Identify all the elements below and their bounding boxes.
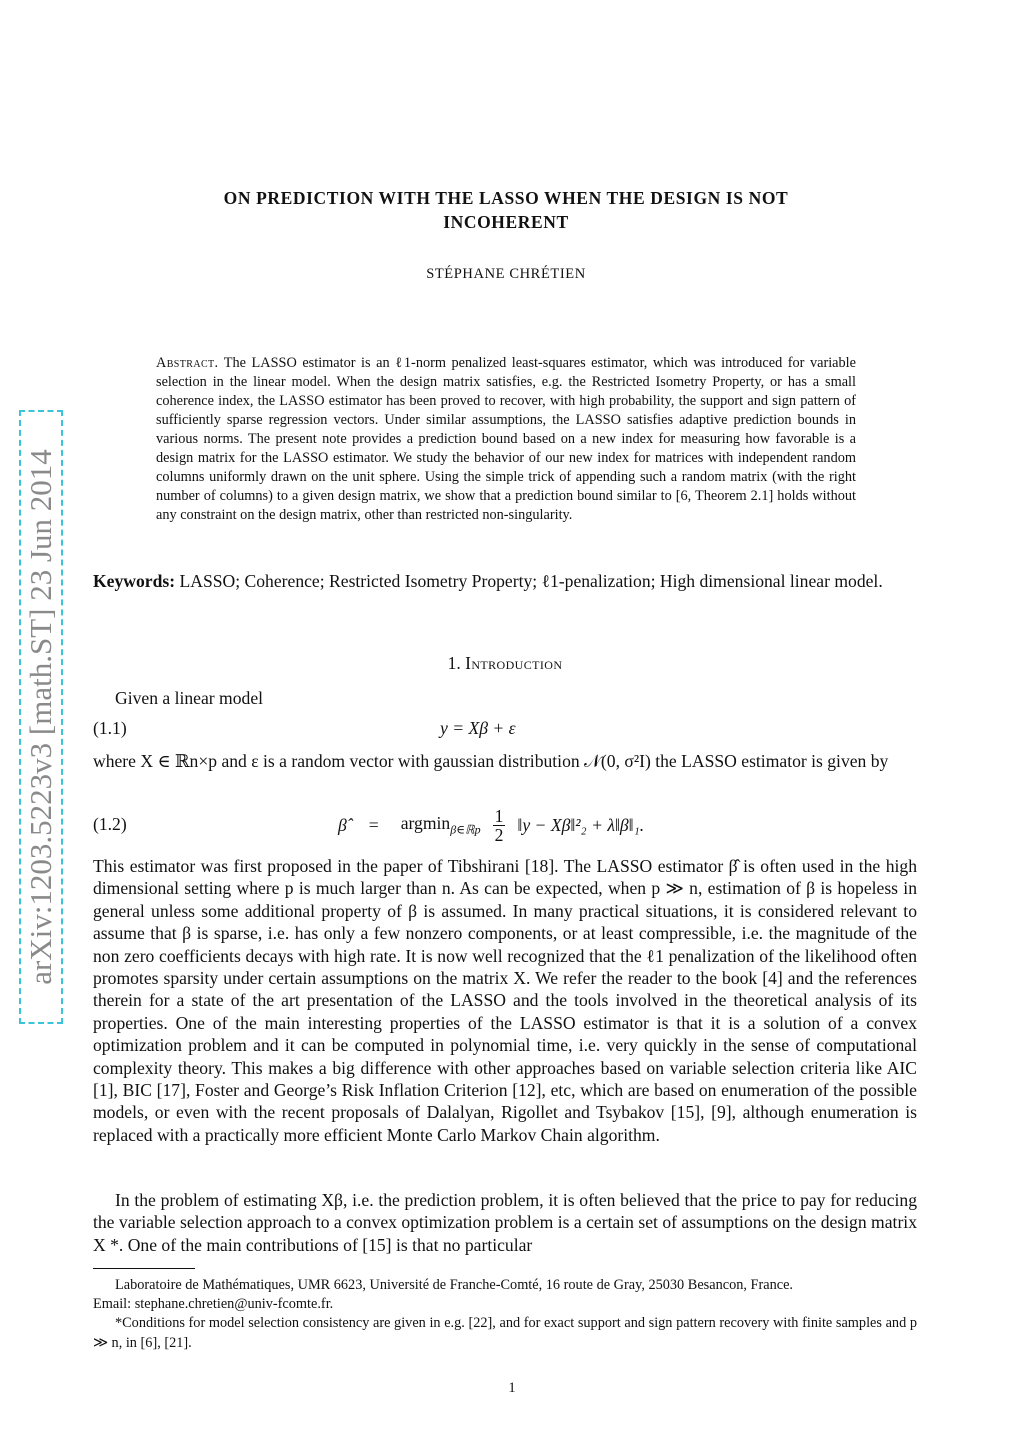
section-title: Introduction [465, 653, 563, 673]
arxiv-stamp-text: arXiv:1203.5223v3 [math.ST] 23 Jun 2014 [23, 449, 58, 985]
footnote-email: Email: stephane.chretien@univ-fcomte.fr. [93, 1296, 334, 1312]
title-line-2: INCOHERENT [443, 212, 569, 232]
keywords-text: LASSO; Coherence; Restricted Isometry Property; ℓ1-penalization; High dimensional linear model. [179, 571, 883, 591]
eq2-argmin-sub: β∈ℝp [450, 822, 481, 837]
keywords-label: Keywords: [93, 571, 176, 591]
keywords [93, 570, 917, 593]
equation-2 [338, 798, 644, 852]
equation-2-number: (1.2) [93, 814, 127, 834]
abstract-label: Abstract. [156, 355, 219, 371]
arxiv-stamp [19, 410, 63, 1024]
eq2-num: 1 [494, 805, 504, 826]
title-line-1: ON PREDICTION WITH THE LASSO WHEN THE DESIGN IS NOT [223, 188, 789, 208]
eq2-rest: ‖y − Xβ‖²₂ + λ‖β‖₁. [517, 814, 645, 835]
where-text: where X ∈ ℝn×p and ε is a random vector with gaussian distribution 𝒩(0, σ²I) the LASSO estimator is given by [93, 751, 889, 771]
eq2-equals: = [368, 814, 379, 835]
paragraph-2: In the problem of estimating Xβ, i.e. the prediction problem, it is often believed that the price to pay for reducing the variable selection approach to a convex optimization problem is a certain set of assumptions on the design matrix X *. One of the main contributions of [15] is that no particular [93, 1190, 917, 1255]
abstract-text: The LASSO estimator is an ℓ1-norm penalized least-squares estimator, which was introduced for variable selection in the linear model. When the design matrix satisfies, e.g. the Restricted Isometry Property, or has a small coherence index, the LASSO estimator has been proved to recover, with high probability, the support and sign pattern of sufficiently sparse regression vectors. Under similar assumptions, the LASSO satisfies adaptive prediction bounds in various norms. The present note provides a prediction bound based on a new index for measuring how favorable is a design matrix for the LASSO estimator. We study the behavior of our new index for matrices with independent random columns uniformly drawn on the unit sphere. Using the simple trick of appending such a random matrix (with the right number of columns) to a given design matrix, we show that a prediction bound similar to [6, Theorem 2.1] holds without any constraint on the design matrix, other than restricted non-singularity. [156, 355, 856, 523]
section-number: 1. [447, 653, 461, 673]
paragraph-1: This estimator was first proposed in the paper of Tibshirani [18]. The LASSO estimator β̂ is often used in the high dimensional setting where p is much larger than n. As can be expected, when p ≫ n, estimation of β is hopeless in general unless some additional property of β is assumed. In many practical situations, it is considered relevant to assume that β is sparse, i.e. has only a few nonzero components, or at least compressible, i.e. the magnitude of the non zero coefficients decays with high rate. It is now well recognized that the ℓ1 penalization of the likelihood often promotes sparsity under certain assumptions on the matrix X. We refer the reader to the book [4] and the references therein for a state of the art presentation of the LASSO and the tools involved in the theoretical analysis of its properties. One of the main interesting properties of the LASSO estimator is that it is a solution of a convex optimization problem and it can be computed in polynomial time, i.e. very quickly in the sense of computational complexity theory. This makes a big difference with other approaches based on variable selection criteria like AIC [1], BIC [17], Foster and George’s Risk Inflation Criterion [12], etc, which are based on enumeration of the possible models, or even with the recent proposals of Dalalyan, Rigollet and Tsybakov [15], [9], although enumeration is replaced with a practically more efficient Monte Carlo Markov Chain algorithm. [93, 856, 917, 1145]
equation-1: y = Xβ + ε [440, 718, 516, 738]
eq2-lhs: β̂ [338, 814, 347, 835]
paper-title [100, 186, 912, 234]
eq2-argmin [401, 813, 481, 838]
footnote-star: *Conditions for model selection consistency are given in e.g. [22], and for exact support and sign pattern recovery with finite samples and p ≫ n, in [6], [21]. [93, 1315, 917, 1351]
footnote-affiliation: Laboratoire de Mathématiques, UMR 6623, Université de Franche-Comté, 16 route de Gray, 25030 Besancon, France. [115, 1277, 793, 1293]
intro-line: Given a linear model [115, 688, 264, 708]
page-number: 1 [508, 1380, 516, 1396]
section-heading [93, 653, 917, 674]
eq2-fraction [493, 807, 506, 844]
eq2-argmin-word: argmin [400, 812, 451, 833]
abstract [156, 354, 856, 525]
author-name: STÉPHANE CHRÉTIEN [426, 266, 586, 282]
eq2-den: 2 [494, 824, 504, 845]
footnote-rule [93, 1268, 195, 1269]
equation-1-number: (1.1) [93, 718, 127, 738]
